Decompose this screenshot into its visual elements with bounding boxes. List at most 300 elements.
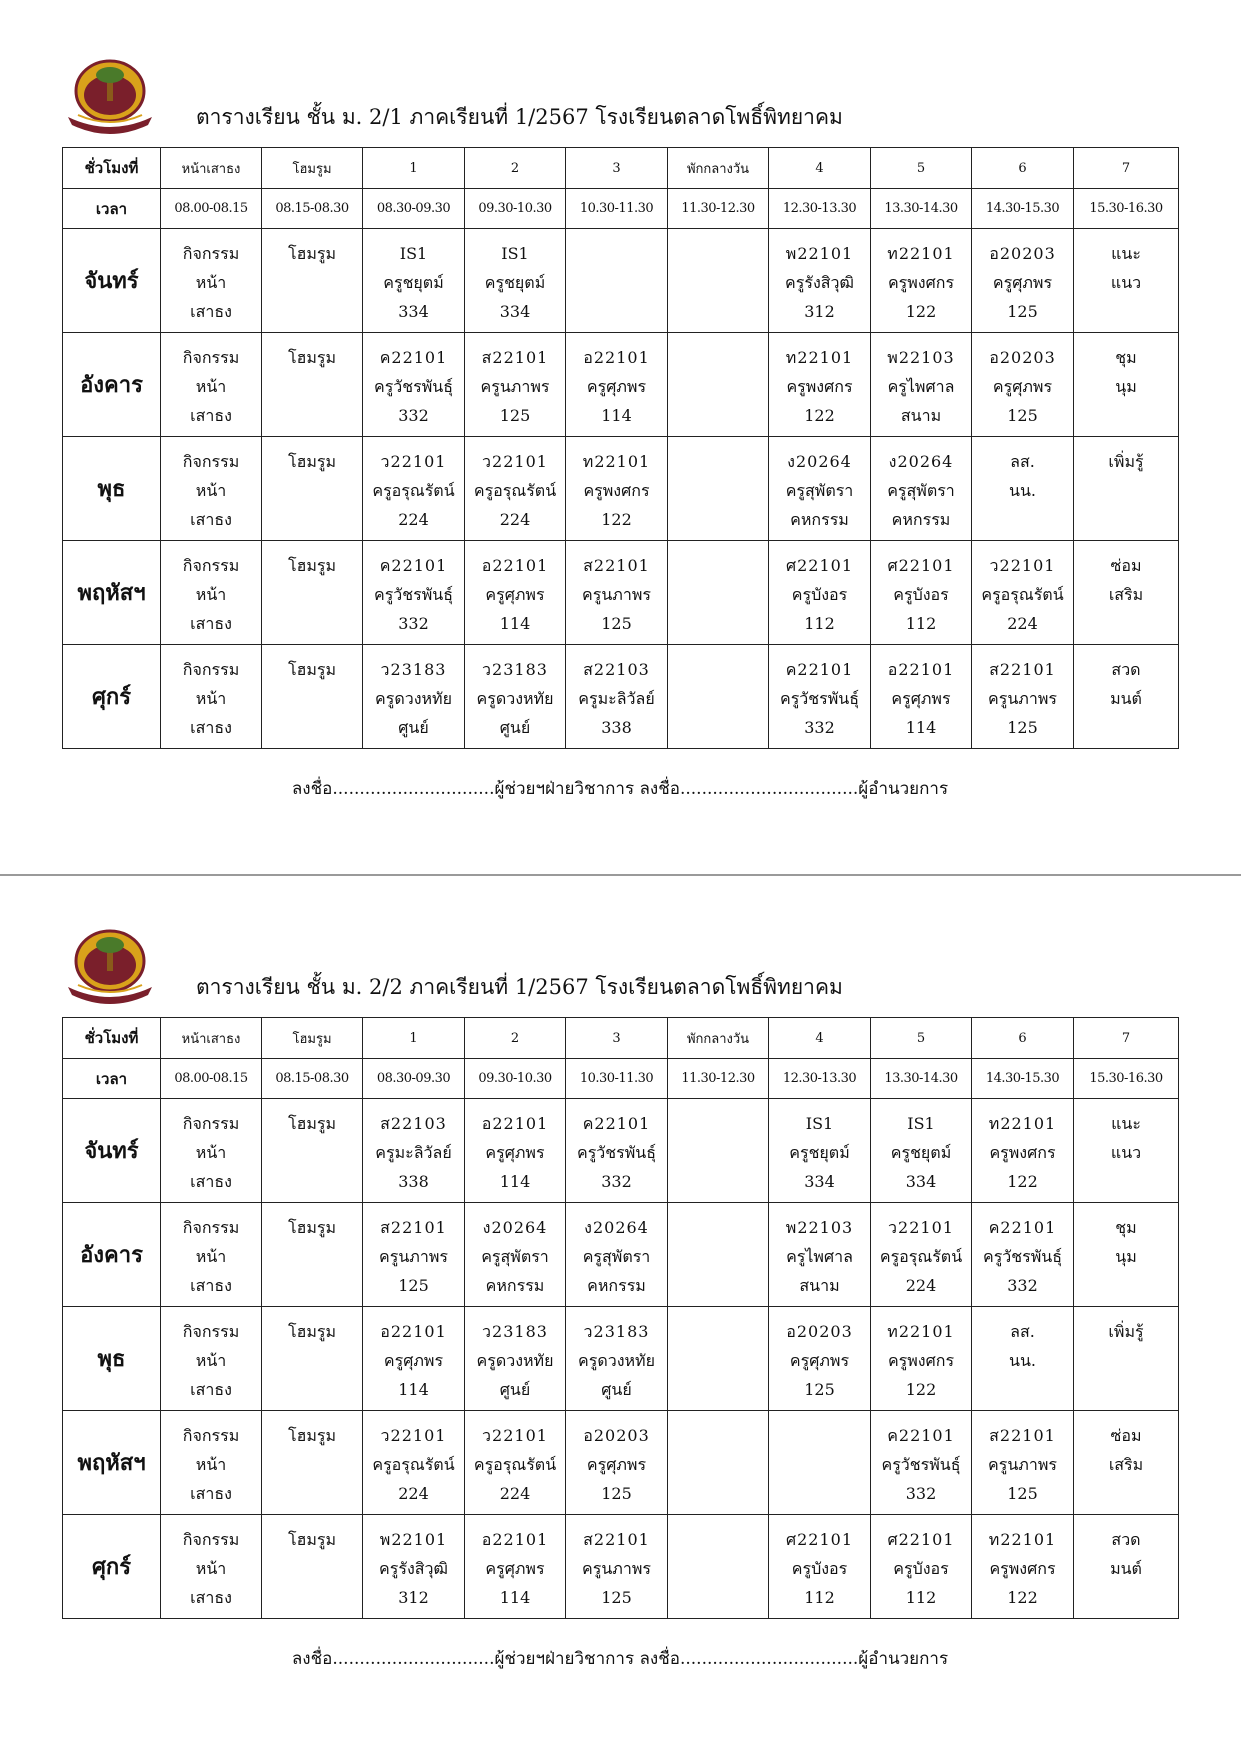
- schedule-cell: [363, 229, 465, 333]
- schedule-cell: [262, 1515, 363, 1619]
- schedule-cell: [972, 1411, 1074, 1515]
- cell-line: 114: [398, 1380, 429, 1399]
- schedule-cell: [871, 1099, 972, 1203]
- header-cell: 1: [363, 1018, 465, 1059]
- header-cell: 4: [769, 1018, 871, 1059]
- time-cell: 13.30-14.30: [871, 1059, 972, 1099]
- schedule-cell: [363, 1099, 465, 1203]
- schedule-cell: [262, 1307, 363, 1411]
- cell-line: ครูพงศกร: [887, 273, 955, 292]
- timetable-table: [62, 147, 1179, 749]
- header-cell: โฮมรูม: [262, 1018, 363, 1059]
- cell-line: อ22101: [481, 1530, 549, 1549]
- cell-line: ครูพงศกร: [786, 377, 853, 396]
- schedule-cell: [871, 1307, 972, 1411]
- cell-line: 224: [499, 510, 531, 529]
- cell-line: ครูศุภพร: [586, 1455, 647, 1474]
- schedule-cell: [465, 1203, 566, 1307]
- cell-line: สนาม: [799, 1276, 840, 1295]
- cell-line: มนต์: [1110, 1559, 1142, 1578]
- time-cell: 08.15-08.30: [262, 189, 363, 229]
- schedule-cell: [566, 1307, 668, 1411]
- cell-line: ท22101: [988, 1530, 1057, 1549]
- cell-line: โฮมรูม: [287, 1218, 337, 1237]
- cell-line: กิจกรรม: [182, 1218, 240, 1237]
- cell-line: อ20203: [989, 244, 1056, 263]
- schedule-cell: [465, 541, 566, 645]
- cell-line: อ22101: [583, 348, 650, 367]
- cell-line: อ22101: [481, 1114, 549, 1133]
- schedule-cell: [363, 1515, 465, 1619]
- day-name: พฤหัสฯ: [63, 1411, 161, 1515]
- time-cell: 08.30-09.30: [363, 189, 465, 229]
- schedule-cell: [1074, 437, 1179, 541]
- cell-line: 122: [804, 406, 835, 425]
- period-header-row: [63, 1018, 1179, 1059]
- cell-line: เสริม: [1108, 1455, 1144, 1474]
- schedule-cell: [972, 1307, 1074, 1411]
- schedule-cell: [566, 645, 668, 749]
- cell-line: มนต์: [1110, 689, 1142, 708]
- cell-line: หน้า: [195, 585, 227, 604]
- cell-line: โฮมรูม: [287, 1322, 337, 1341]
- cell-line: ชุม: [1115, 348, 1137, 367]
- cell-line: ว22101: [380, 452, 447, 471]
- cell-line: อ22101: [887, 660, 955, 679]
- cell-line: ครูศุภพร: [485, 1143, 545, 1162]
- schedule-cell: [566, 1515, 668, 1619]
- cell-line: ว23183: [482, 660, 548, 679]
- cell-line: ครูนภาพร: [582, 1559, 651, 1578]
- schedule-cell: [769, 1411, 871, 1515]
- cell-line: ท22101: [887, 1322, 955, 1341]
- cell-line: ครูพงศกร: [887, 1351, 955, 1370]
- cell-line: เสาธง: [190, 1484, 232, 1503]
- cell-line: 338: [398, 1172, 429, 1191]
- cell-line: กิจกรรม: [182, 1426, 240, 1445]
- cell-line: โฮมรูม: [287, 348, 337, 367]
- header-cell: พักกลางวัน: [668, 1018, 769, 1059]
- cell-line: สวด: [1111, 660, 1141, 679]
- time-cell: 15.30-16.30: [1074, 189, 1179, 229]
- header-cell: 3: [566, 148, 668, 189]
- schedule-cell: [262, 1203, 363, 1307]
- header-cell: หน้าเสาธง: [161, 1018, 262, 1059]
- cell-line: ครูวัชรพันธุ์: [374, 585, 453, 604]
- time-cell: 10.30-11.30: [566, 189, 668, 229]
- schedule-cell: [769, 1307, 871, 1411]
- cell-line: ว22101: [989, 556, 1056, 575]
- header-cell: 6: [972, 148, 1074, 189]
- cell-line: ส22103: [583, 660, 650, 679]
- cell-line: โฮมรูม: [287, 1530, 337, 1549]
- cell-line: หน้า: [195, 273, 227, 292]
- cell-line: ครูวัชรพันธุ์: [881, 1455, 961, 1474]
- cell-line: ครูสุพัตรา: [785, 481, 854, 500]
- day-name: พุธ: [63, 1307, 161, 1411]
- period-header-row: [63, 148, 1179, 189]
- cell-line: กิจกรรม: [182, 244, 240, 263]
- header-cell: 6: [972, 1018, 1074, 1059]
- cell-line: กิจกรรม: [182, 1114, 240, 1133]
- cell-line: ซ่อม: [1110, 1426, 1142, 1445]
- time-cell: 08.00-08.15: [161, 189, 262, 229]
- day-name: ศุกร์: [63, 1515, 161, 1619]
- cell-line: 125: [804, 1380, 835, 1399]
- cell-line: 334: [499, 302, 531, 321]
- schedule-cell: [871, 437, 972, 541]
- schedule-cell: [363, 333, 465, 437]
- schedule-cell: [668, 333, 769, 437]
- day-row: [63, 229, 1179, 333]
- header-cell: พักกลางวัน: [668, 148, 769, 189]
- time-cell: 10.30-11.30: [566, 1059, 668, 1099]
- cell-line: พ22101: [379, 1530, 448, 1549]
- schedule-cell: [1074, 1203, 1179, 1307]
- schedule-cell: [566, 541, 668, 645]
- schedule-cell: [1074, 229, 1179, 333]
- cell-line: ง20264: [888, 452, 954, 471]
- cell-line: พ22103: [887, 348, 955, 367]
- cell-line: ครูพงศกร: [583, 481, 650, 500]
- cell-line: ครูชยุตม์: [383, 273, 444, 292]
- schedule-cell: [161, 1307, 262, 1411]
- cell-line: ครูรังสิวุฒิ: [785, 273, 854, 292]
- cell-line: ว22101: [482, 452, 548, 471]
- cell-line: IS1: [907, 1114, 935, 1133]
- cell-line: IS1: [399, 244, 428, 263]
- cell-line: 122: [601, 510, 632, 529]
- schedule-cell: [1074, 333, 1179, 437]
- schedule-cell: [1074, 1099, 1179, 1203]
- cell-line: ส22101: [380, 1218, 447, 1237]
- cell-line: ครูสุพัตรา: [887, 481, 955, 500]
- cell-line: ศ22101: [785, 1530, 854, 1549]
- cell-line: ครูบังอร: [791, 1559, 848, 1578]
- schedule-cell: [972, 645, 1074, 749]
- schedule-cell: [262, 333, 363, 437]
- cell-line: กิจกรรม: [182, 1322, 240, 1341]
- cell-line: ค22101: [582, 1114, 651, 1133]
- schedule-cell: [363, 645, 465, 749]
- day-row: [63, 541, 1179, 645]
- cell-line: ครูวัชรพันธุ์: [577, 1143, 656, 1162]
- time-row: [63, 189, 1179, 229]
- cell-line: ครูนภาพร: [988, 1455, 1057, 1474]
- schedule-cell: [161, 1099, 262, 1203]
- cell-line: ครูนภาพร: [379, 1247, 448, 1266]
- cell-line: ว23183: [380, 660, 447, 679]
- cell-line: คหกรรม: [587, 1276, 646, 1295]
- cell-line: กิจกรรม: [182, 1530, 240, 1549]
- cell-line: ครูอรุณรัตน์: [372, 481, 455, 500]
- cell-line: กิจกรรม: [182, 556, 240, 575]
- section-divider: [0, 874, 1241, 876]
- schedule-cell: [769, 1099, 871, 1203]
- cell-line: ครูมะลิวัลย์: [578, 689, 655, 708]
- signature-line: ลงชื่อ..............................ผู้ช่วยฯฝ่ายวิชาการ ลงชื่อ.................................ผู้อำนวยการ: [291, 1649, 949, 1669]
- cell-line: ลส.: [1010, 1322, 1035, 1341]
- schedule-cell: [262, 541, 363, 645]
- cell-line: 332: [398, 406, 429, 425]
- cell-line: ครูศุภพร: [891, 689, 951, 708]
- cell-line: 332: [601, 1172, 632, 1191]
- cell-line: 125: [1007, 718, 1038, 737]
- cell-line: ครูบังอร: [893, 585, 949, 604]
- header-cell: ชั่วโมงที่: [63, 148, 161, 189]
- cell-line: ค22101: [887, 1426, 955, 1445]
- time-cell: เวลา: [63, 1059, 161, 1099]
- cell-line: ครูอรุณรัตน์: [473, 481, 557, 500]
- time-cell: 12.30-13.30: [769, 189, 871, 229]
- cell-line: ครูบังอร: [893, 1559, 949, 1578]
- cell-line: หน้า: [195, 1143, 227, 1162]
- cell-line: 224: [499, 1484, 531, 1503]
- cell-line: ครูไพศาล: [887, 377, 955, 396]
- schedule-cell: [871, 541, 972, 645]
- schedule-cell: [769, 1203, 871, 1307]
- cell-line: สนาม: [900, 406, 942, 425]
- time-cell: 12.30-13.30: [769, 1059, 871, 1099]
- header-cell: 4: [769, 148, 871, 189]
- cell-line: คหกรรม: [790, 510, 849, 529]
- schedule-cell: [668, 645, 769, 749]
- cell-line: ครูดวงหทัย: [476, 1351, 554, 1370]
- schedule-cell: [363, 1203, 465, 1307]
- cell-line: เสาธง: [190, 510, 232, 529]
- cell-line: หน้า: [195, 689, 227, 708]
- cell-line: ง20264: [482, 1218, 548, 1237]
- schedule-cell: [262, 437, 363, 541]
- schedule-cell: [262, 645, 363, 749]
- schedule-cell: [972, 541, 1074, 645]
- cell-line: หน้า: [195, 1247, 227, 1266]
- cell-line: 125: [1007, 406, 1038, 425]
- schedule-cell: [465, 1099, 566, 1203]
- cell-line: 334: [905, 1172, 937, 1191]
- cell-line: อ22101: [481, 556, 549, 575]
- day-row: [63, 1099, 1179, 1203]
- day-name: จันทร์: [63, 229, 161, 333]
- cell-line: ว22101: [380, 1426, 447, 1445]
- cell-line: โฮมรูม: [287, 556, 337, 575]
- header-cell: 5: [871, 1018, 972, 1059]
- time-cell: 08.15-08.30: [262, 1059, 363, 1099]
- schedule-cell: [972, 1099, 1074, 1203]
- cell-line: อ20203: [786, 1322, 853, 1341]
- schedule-cell: [161, 437, 262, 541]
- cell-line: ครูศุภพร: [789, 1351, 850, 1370]
- schedule-cell: [161, 229, 262, 333]
- cell-line: ครูศุภพร: [992, 273, 1053, 292]
- cell-line: ครูชยุตม์: [789, 1143, 850, 1162]
- schedule-cell: [566, 229, 668, 333]
- schedule-cell: [465, 1411, 566, 1515]
- cell-line: อ20203: [583, 1426, 650, 1445]
- schedule-cell: [262, 229, 363, 333]
- cell-line: ศ22101: [887, 556, 955, 575]
- cell-line: ครูอรุณรัตน์: [372, 1455, 455, 1474]
- cell-line: แนว: [1110, 1143, 1142, 1162]
- cell-line: ครูอรุณรัตน์: [981, 585, 1064, 604]
- cell-line: 112: [804, 1588, 835, 1607]
- cell-line: ครูดวงหทัย: [375, 689, 452, 708]
- cell-line: ท22101: [887, 244, 955, 263]
- header-cell: โฮมรูม: [262, 148, 363, 189]
- cell-line: 332: [905, 1484, 937, 1503]
- cell-line: ส22103: [380, 1114, 447, 1133]
- cell-line: 114: [601, 406, 632, 425]
- cell-line: ครูศุภพร: [485, 1559, 545, 1578]
- day-name: พฤหัสฯ: [63, 541, 161, 645]
- schedule-cell: [769, 333, 871, 437]
- time-cell: 14.30-15.30: [972, 1059, 1074, 1099]
- schedule-cell: [262, 1411, 363, 1515]
- cell-line: ว23183: [583, 1322, 650, 1341]
- school-logo: [62, 55, 158, 135]
- cell-line: เสาธง: [190, 718, 232, 737]
- cell-line: ครูพงศกร: [989, 1559, 1056, 1578]
- header-cell: ชั่วโมงที่: [63, 1018, 161, 1059]
- cell-line: โฮมรูม: [287, 1114, 337, 1133]
- cell-line: นุม: [1115, 1247, 1137, 1266]
- cell-line: โฮมรูม: [287, 244, 337, 263]
- cell-line: 125: [601, 614, 632, 633]
- cell-line: หน้า: [195, 1455, 227, 1474]
- time-cell: 08.00-08.15: [161, 1059, 262, 1099]
- schedule-cell: [972, 437, 1074, 541]
- cell-line: เสาธง: [190, 1172, 232, 1191]
- day-row: [63, 645, 1179, 749]
- cell-line: เสาธง: [190, 1276, 232, 1295]
- header-cell: หน้าเสาธง: [161, 148, 262, 189]
- cell-line: 122: [1007, 1588, 1038, 1607]
- time-cell: 11.30-12.30: [668, 1059, 769, 1099]
- cell-line: ท22101: [785, 348, 854, 367]
- cell-line: ครูชยุตม์: [484, 273, 546, 292]
- schedule-cell: [262, 1099, 363, 1203]
- cell-line: ศูนย์: [398, 718, 429, 737]
- cell-line: หน้า: [195, 1351, 227, 1370]
- schedule-cell: [668, 1203, 769, 1307]
- cell-line: ชุม: [1115, 1218, 1137, 1237]
- cell-line: ครูนภาพร: [582, 585, 651, 604]
- schedule-cell: [1074, 1307, 1179, 1411]
- cell-line: 332: [1007, 1276, 1038, 1295]
- schedule-cell: [769, 541, 871, 645]
- day-row: [63, 1411, 1179, 1515]
- schedule-cell: [668, 229, 769, 333]
- cell-line: ว22101: [482, 1426, 548, 1445]
- cell-line: ส22101: [989, 660, 1056, 679]
- day-row: [63, 1203, 1179, 1307]
- cell-line: พ22103: [785, 1218, 854, 1237]
- day-row: [63, 1515, 1179, 1619]
- schedule-cell: [161, 1515, 262, 1619]
- cell-line: ศ22101: [785, 556, 854, 575]
- schedule-cell: [668, 437, 769, 541]
- cell-line: เสาธง: [190, 614, 232, 633]
- cell-line: อ20203: [989, 348, 1056, 367]
- schedule-cell: [363, 541, 465, 645]
- schedule-cell: [566, 1203, 668, 1307]
- schedule-cell: [972, 229, 1074, 333]
- cell-line: 224: [1007, 614, 1038, 633]
- schedule-cell: [668, 1099, 769, 1203]
- timetable-table: [62, 1017, 1179, 1619]
- cell-line: ค22101: [988, 1218, 1057, 1237]
- cell-line: หน้า: [195, 377, 227, 396]
- cell-line: ครูดวงหทัย: [578, 1351, 655, 1370]
- schedule-cell: [769, 1515, 871, 1619]
- day-name: ศุกร์: [63, 645, 161, 749]
- cell-line: เสาธง: [190, 302, 232, 321]
- cell-line: กิจกรรม: [182, 348, 240, 367]
- cell-line: ว23183: [482, 1322, 548, 1341]
- schedule-cell: [465, 645, 566, 749]
- cell-line: นน.: [1009, 481, 1036, 500]
- cell-line: 125: [499, 406, 531, 425]
- schedule-cell: [566, 333, 668, 437]
- cell-line: นุม: [1115, 377, 1137, 396]
- schedule-cell: [769, 645, 871, 749]
- schedule-cell: [465, 437, 566, 541]
- cell-line: ค22101: [785, 660, 854, 679]
- cell-line: ส22101: [989, 1426, 1056, 1445]
- cell-line: 114: [499, 1172, 531, 1191]
- cell-line: หน้า: [195, 481, 227, 500]
- school-logo: [62, 925, 158, 1005]
- signature-line: ลงชื่อ..............................ผู้ช่วยฯฝ่ายวิชาการ ลงชื่อ.................................ผู้อำนวยการ: [291, 779, 949, 799]
- schedule-cell: [769, 437, 871, 541]
- schedule-cell: [465, 229, 566, 333]
- day-row: [63, 333, 1179, 437]
- cell-line: 122: [905, 302, 937, 321]
- cell-line: 114: [905, 718, 937, 737]
- cell-line: ครูมะลิวัลย์: [375, 1143, 452, 1162]
- time-cell: 11.30-12.30: [668, 189, 769, 229]
- cell-line: ง20264: [584, 1218, 649, 1237]
- cell-line: 312: [804, 302, 835, 321]
- day-name: อังคาร: [63, 333, 161, 437]
- cell-line: 122: [1007, 1172, 1038, 1191]
- cell-line: อ22101: [380, 1322, 447, 1341]
- cell-line: ครูศุภพร: [586, 377, 647, 396]
- cell-line: 125: [601, 1588, 632, 1607]
- time-cell: 14.30-15.30: [972, 189, 1074, 229]
- header-cell: 7: [1074, 1018, 1179, 1059]
- day-name: พุธ: [63, 437, 161, 541]
- day-name: อังคาร: [63, 1203, 161, 1307]
- cell-line: คหกรรม: [485, 1276, 545, 1295]
- cell-line: ครูบังอร: [791, 585, 848, 604]
- cell-line: กิจกรรม: [182, 660, 240, 679]
- header-cell: 1: [363, 148, 465, 189]
- cell-line: โฮมรูม: [287, 660, 337, 679]
- cell-line: 338: [601, 718, 632, 737]
- cell-line: 224: [398, 510, 429, 529]
- time-cell: 09.30-10.30: [465, 1059, 566, 1099]
- day-row: [63, 437, 1179, 541]
- cell-line: ครูศุภพร: [383, 1351, 444, 1370]
- time-cell: 15.30-16.30: [1074, 1059, 1179, 1099]
- schedule-cell: [161, 645, 262, 749]
- schedule-cell: [465, 1307, 566, 1411]
- cell-line: ศ22101: [887, 1530, 955, 1549]
- cell-line: พ22101: [785, 244, 854, 263]
- page-title: ตารางเรียน ชั้น ม. 2/1 ภาคเรียนที่ 1/2567 โรงเรียนตลาดโพธิ์พิทยาคม: [196, 105, 843, 129]
- cell-line: ครูชยุตม์: [890, 1143, 952, 1162]
